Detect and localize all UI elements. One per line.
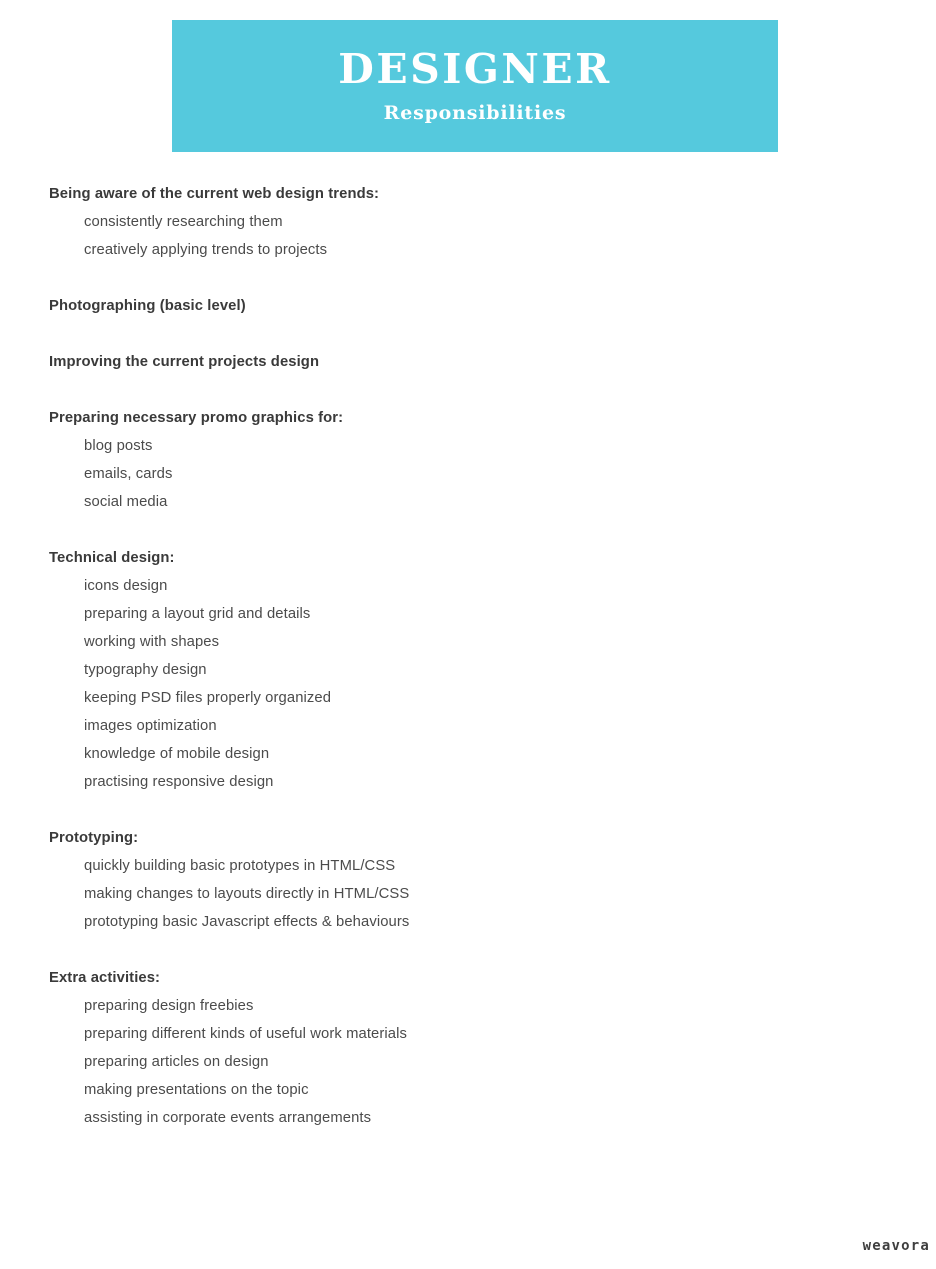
section-spacer [0, 264, 936, 292]
responsibility-section [0, 152, 936, 264]
section-item-list [0, 992, 936, 1132]
list-item: making presentations on the topic [84, 1082, 309, 1098]
responsibility-section [0, 796, 936, 936]
section-item-list [0, 852, 936, 936]
list-item: typography design [84, 662, 207, 678]
section-spacer [0, 320, 936, 348]
section-heading: Technical design: [49, 550, 175, 566]
list-item: icons design [84, 578, 168, 594]
section-spacer [0, 796, 936, 824]
list-item: making changes to layouts directly in HTML/CSS [84, 886, 410, 902]
list-item: keeping PSD files properly organized [84, 690, 332, 706]
section-heading: Extra activities: [49, 970, 161, 986]
responsibility-section [0, 516, 936, 796]
responsibility-section [0, 936, 936, 1132]
section-item-list [0, 432, 936, 516]
section-item-list [0, 572, 936, 796]
list-item: consistently researching them [84, 214, 283, 230]
section-heading: Photographing (basic level) [49, 298, 246, 314]
weavora-logo: weavora [862, 1238, 930, 1254]
list-item: preparing different kinds of useful work materials [84, 1026, 408, 1042]
list-item: practising responsive design [84, 774, 274, 790]
list-item: preparing articles on design [84, 1054, 269, 1070]
section-heading: Being aware of the current web design trends: [49, 186, 380, 202]
list-item: preparing design freebies [84, 998, 254, 1014]
section-heading: Preparing necessary promo graphics for: [49, 410, 344, 426]
list-item: preparing a layout grid and details [84, 606, 311, 622]
responsibility-section [0, 264, 936, 320]
responsibilities-list [0, 152, 936, 1132]
section-spacer [0, 376, 936, 404]
designer-responsibilities-banner [172, 20, 778, 152]
list-item: creatively applying trends to projects [84, 242, 328, 258]
section-heading: Improving the current projects design [49, 354, 320, 370]
section-spacer [0, 516, 936, 544]
list-item: prototyping basic Javascript effects & behaviours [84, 914, 410, 930]
list-item: social media [84, 494, 168, 510]
section-spacer [0, 152, 936, 180]
list-item: working with shapes [84, 634, 220, 650]
list-item: emails, cards [84, 466, 173, 482]
section-spacer [0, 936, 936, 964]
list-item: quickly building basic prototypes in HTML/CSS [84, 858, 396, 874]
list-item: images optimization [84, 718, 217, 734]
list-item: knowledge of mobile design [84, 746, 270, 762]
page-subtitle: Responsibilities [383, 102, 567, 124]
responsibility-section [0, 320, 936, 376]
responsibility-section [0, 376, 936, 516]
list-item: blog posts [84, 438, 153, 454]
page-title: DESIGNER [338, 45, 612, 93]
section-item-list [0, 208, 936, 264]
section-heading: Prototyping: [49, 830, 139, 846]
list-item: assisting in corporate events arrangements [84, 1110, 372, 1126]
